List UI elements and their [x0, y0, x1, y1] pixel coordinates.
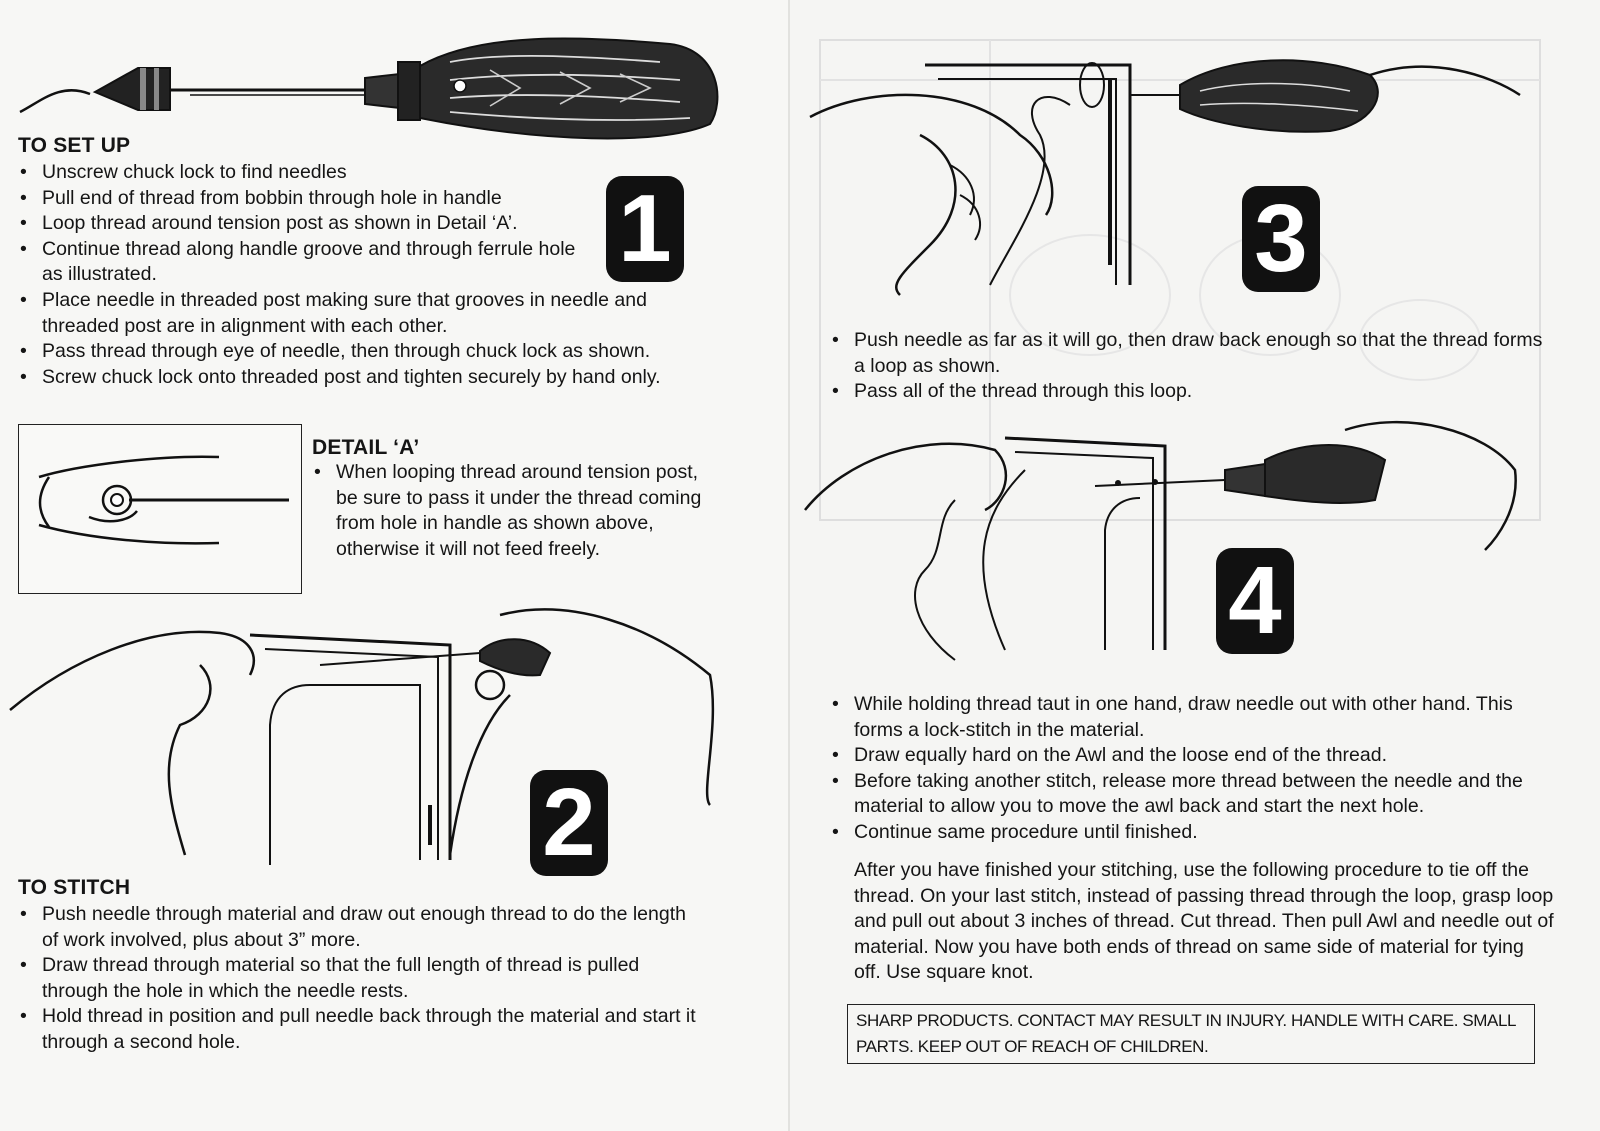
right-page: [790, 0, 1600, 1131]
step3-list: [830, 328, 1550, 405]
stitch-steps-list: [18, 902, 698, 1056]
stitch-step: • Hold thread in position and pull needle back through the material and start it through a second hole.: [18, 1004, 698, 1055]
setup-step: • Continue thread along handle groove and through ferrule hole as illustrated.: [18, 237, 593, 288]
hands-pulling-thread-illustration: [805, 410, 1525, 670]
step-number-badge: 3: [1242, 186, 1320, 292]
setup-heading: TO SET UP: [18, 134, 131, 157]
step4-item: • Draw equally hard on the Awl and the loose end of the thread.: [830, 743, 1555, 769]
step-number-badge: 2: [530, 770, 608, 876]
step-number-badge: 4: [1216, 548, 1294, 654]
left-page: [0, 0, 790, 1131]
setup-step: • Pull end of thread from bobbin through hole in handle: [18, 186, 593, 212]
detail-a-note: • When looping thread around tension post, be sure to pass it under the thread coming from hole in handle as shown above, otherwise it will not feed freely.: [312, 460, 712, 562]
detail-a-illustration-box: [18, 424, 302, 594]
step4-item: • While holding thread taut in one hand, draw needle out with other hand. This forms a lock-stitch in the material.: [830, 692, 1555, 743]
finishing-instructions: After you have finished your stitching, use the following procedure to tie off the thread. On your last stitch, instead of passing thread through the loop, grasp loop and pull out about 3 inches of thread. Cut thread. Then pull Awl and needle out of material. Now you have both ends of thread on same side of material for tying off. Use square knot.: [854, 859, 1554, 984]
stitch-step: • Draw thread through material so that the full length of thread is pulled through the hole in which the needle rests.: [18, 953, 698, 1004]
speedy-stitcher-awl-illustration: [20, 22, 740, 152]
setup-step: • Screw chuck lock onto threaded post and tighten securely by hand only.: [18, 365, 718, 391]
setup-step: • Unscrew chuck lock to find needles: [18, 160, 593, 186]
setup-step: • Pass thread through eye of needle, then through chuck lock as shown.: [18, 339, 718, 365]
setup-steps-list: [18, 160, 593, 288]
setup-step: • Place needle in threaded post making sure that grooves in needle and threaded post are in alignment with each other.: [18, 288, 718, 339]
detail-a-notes: [312, 460, 712, 562]
safety-warning: SHARP PRODUCTS. CONTACT MAY RESULT IN INJURY. HANDLE WITH CARE. SMALL PARTS. KEEP OUT OF REACH OF CHILDREN.: [847, 1004, 1535, 1064]
step4-item: • Before taking another stitch, release more thread between the needle and the material to allow you to move the awl back and start the next hole.: [830, 769, 1555, 820]
detail-a-heading: DETAIL ‘A’: [312, 436, 420, 459]
stitch-heading: TO STITCH: [18, 876, 131, 899]
stitch-step: • Push needle through material and draw out enough thread to do the length of work involved, plus about 3” more.: [18, 902, 698, 953]
step4-list: [830, 692, 1555, 846]
step3-item: • Push needle as far as it will go, then draw back enough so that the thread forms a loop as shown.: [830, 328, 1550, 379]
step4-item: • Continue same procedure until finished.: [830, 820, 1555, 846]
step-number-badge: 1: [606, 176, 684, 282]
hands-threading-loop-illustration: [810, 45, 1530, 305]
setup-step: • Loop thread around tension post as shown in Detail ‘A’.: [18, 211, 593, 237]
setup-steps-list-continued: [18, 288, 718, 390]
step3-item: • Pass all of the thread through this loop.: [830, 379, 1550, 405]
tension-post-detail-illustration: [19, 425, 301, 593]
hands-stitching-illustration: [10, 605, 730, 875]
